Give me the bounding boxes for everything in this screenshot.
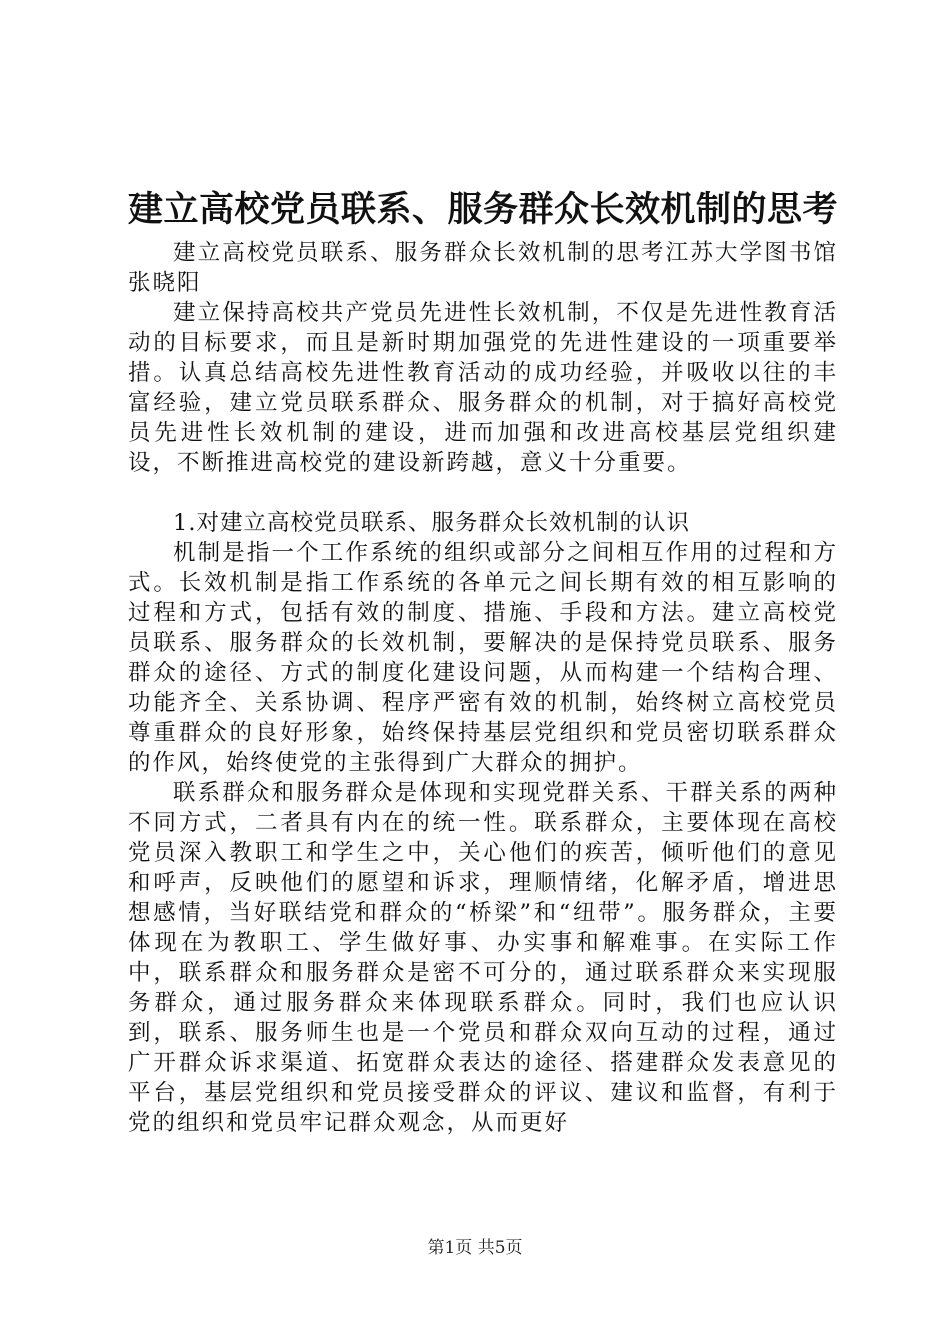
section-heading: 1.对建立高校党员联系、服务群众长效机制的认识 [173, 510, 690, 536]
section-paragraph-1: 机制是指一个工作系统的组织或部分之间相互作用的过程和方式。长效机制是指工作系统的各单元之间长期有效的相互影响的过程和方式，包括有效的制度、措施、手段和方法。建立高校党员联系、服务群众的长效机制，要解决的是保持党员联系、服务群众的途径、方式的制度化建设问题，从而构建一个结构合理、功能齐全、关系协调、程序严密有效的机制，始终树立高校党员尊重群众的良好形象，始终保持基层党组织和党员密切联系群众的作风，始终使党的主张得到广大群众的拥护。 [128, 540, 838, 776]
section-paragraph-2: 联系群众和服务群众是体现和实现党群关系、干群关系的两种不同方式，二者具有内在的统一性。联系群众，主要体现在高校党员深入教职工和学生之中，关心他们的疾苦，倾听他们的意见和呼声，反映他们的愿望和诉求，理顺情绪，化解矛盾，增进思想感情，当好联结党和群众的“桥梁”和“纽带”。服务群众，主要体现在为教职工、学生做好事、办实事和解难事。在实际工作中，联系群众和服务群众是密不可分的，通过联系群众来实现服务群众，通过服务群众来体现联系群众。同时，我们也应认识到，联系、服务师生也是一个党员和群众双向互动的过程，通过广开群众诉求渠道、拓宽群众表达的途径、搭建群众发表意见的平台，基层党组织和党员接受群众的评议、建议和监督，有利于党的组织和党员牢记群众观念，从而更好 [128, 780, 838, 1136]
author-line: 建立高校党员联系、服务群众长效机制的思考江苏大学图书馆张晓阳 [128, 240, 838, 296]
page-footer: 第1页 共5页 [427, 1238, 523, 1258]
intro-paragraph: 建立保持高校共产党员先进性长效机制，不仅是先进性教育活动的目标要求，而且是新时期加强党的先进性建设的一项重要举措。认真总结高校先进性教育活动的成功经验，并吸收以往的丰富经验，建立党员联系群众、服务群众的机制，对于搞好高校党员先进性长效机制的建设，进而加强和改进高校基层党组织建设，不断推进高校党的建设新跨越，意义十分重要。 [128, 300, 838, 476]
document-body [128, 238, 838, 1138]
page-title: 建立高校党员联系、服务群众长效机制的思考 [128, 189, 839, 230]
